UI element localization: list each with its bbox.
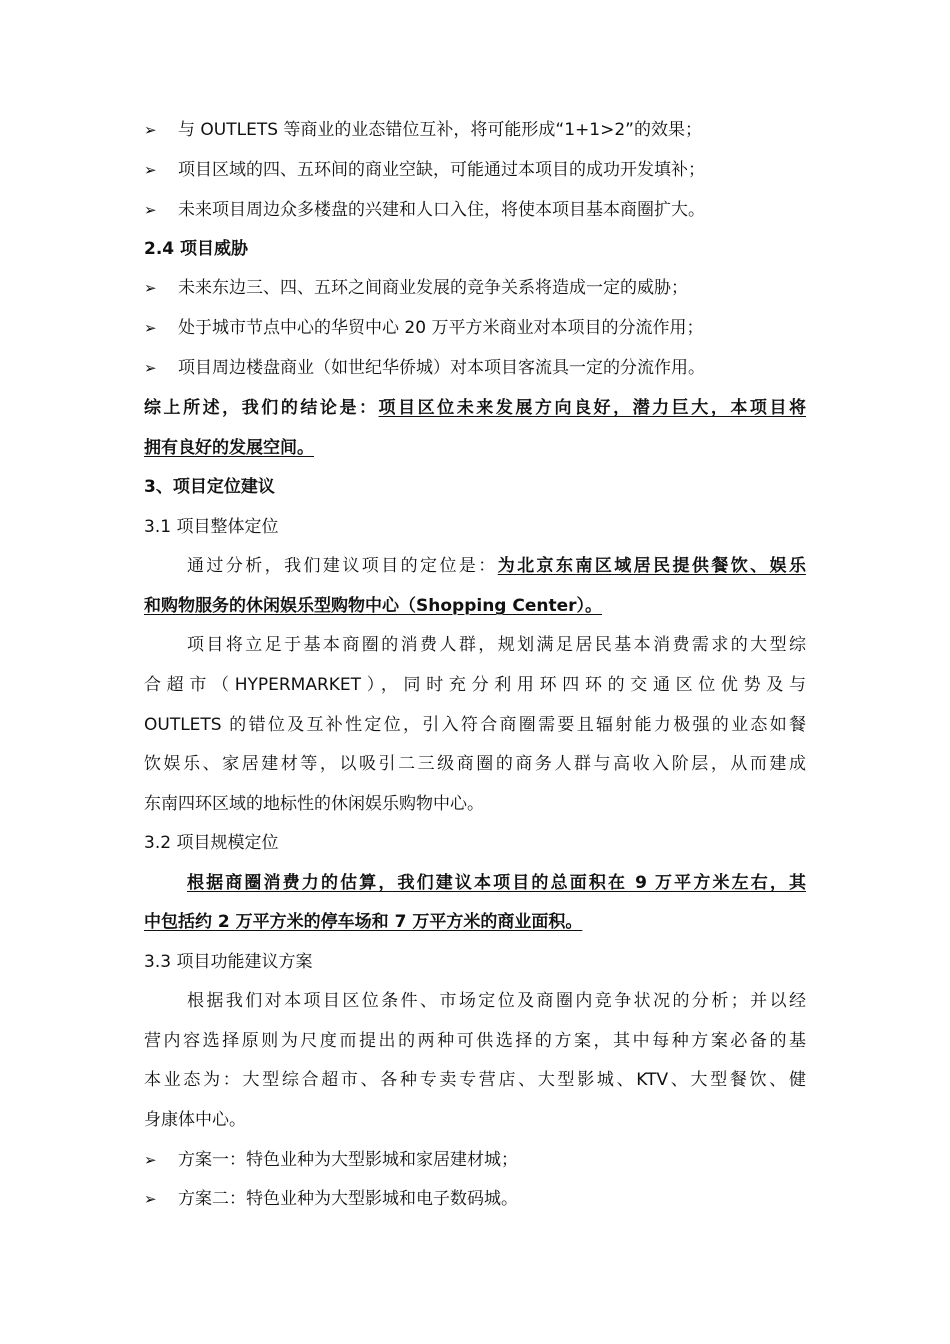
list-item-text: 处于城市节点中心的华贸中心 20 万平方米商业对本项目的分流作用； bbox=[178, 318, 704, 338]
arrow-bullet-icon: ➢ bbox=[144, 201, 157, 219]
paragraph-line: 营内容选择原则为尺度而提出的两种可供选择的方案，其中每种方案必备的基 bbox=[144, 1031, 806, 1051]
paragraph-line: 根据我们对本项目区位条件、市场定位及商圈内竞争状况的分析；并以经 bbox=[187, 991, 806, 1011]
list-item-text: 未来东边三、四、五环之间商业发展的竞争关系将造成一定的威胁； bbox=[178, 278, 688, 298]
scale-statement-cont: 中包括约 2 万平方米的停车场和 7 万平方米的商业面积。 bbox=[144, 912, 583, 932]
list-item-text: 方案一：特色业种为大型影城和家居建材城； bbox=[178, 1150, 518, 1170]
list-item bbox=[144, 158, 806, 182]
subsection-heading-3-2: 3.2 项目规模定位 bbox=[144, 833, 279, 853]
list-item-text: 未来项目周边众多楼盘的兴建和人口入住，将使本项目基本商圈扩大。 bbox=[178, 200, 705, 220]
list-item-text: 项目周边楼盘商业（如世纪华侨城）对本项目客流具一定的分流作用。 bbox=[178, 358, 705, 378]
arrow-bullet-icon: ➢ bbox=[144, 279, 157, 297]
positioning-statement-cont: 和购物服务的休闲娱乐型购物中心（Shopping Center）。 bbox=[144, 596, 603, 616]
positioning-statement: 为北京东南区域居民提供餐饮、娱乐 bbox=[497, 556, 807, 576]
arrow-bullet-icon: ➢ bbox=[144, 121, 157, 139]
list-item bbox=[144, 356, 806, 380]
section-heading-positioning: 3、项目定位建议 bbox=[144, 477, 275, 497]
subsection-heading-3-1: 3.1 项目整体定位 bbox=[144, 517, 279, 537]
conclusion-statement: 项目区位未来发展方向良好，潜力巨大，本项目将 bbox=[378, 398, 807, 418]
paragraph-line: OUTLETS 的错位及互补性定位，引入符合商圈需要且辐射能力极强的业态如餐 bbox=[144, 715, 806, 735]
list-item bbox=[144, 276, 806, 300]
arrow-bullet-icon: ➢ bbox=[144, 359, 157, 377]
list-item bbox=[144, 118, 806, 142]
subsection-heading-3-3: 3.3 项目功能建议方案 bbox=[144, 952, 313, 972]
scale-line-2 bbox=[144, 910, 806, 934]
section-heading-threats: 2.4 项目威胁 bbox=[144, 239, 249, 259]
conclusion-line-2 bbox=[144, 436, 806, 460]
list-item bbox=[144, 1187, 806, 1211]
list-item bbox=[144, 1148, 806, 1172]
positioning-lead: 通过分析，我们建议项目的定位是： bbox=[187, 556, 498, 576]
conclusion-lead: 综上所述，我们的结论是： bbox=[144, 398, 379, 418]
list-item-text: 方案二：特色业种为大型影城和电子数码城。 bbox=[178, 1189, 518, 1209]
arrow-bullet-icon: ➢ bbox=[144, 161, 157, 179]
conclusion-line-1 bbox=[144, 396, 806, 420]
paragraph-line: 身康体中心。 bbox=[144, 1110, 246, 1130]
arrow-bullet-icon: ➢ bbox=[144, 1190, 157, 1208]
scale-line-1 bbox=[144, 871, 806, 895]
positioning-line-1 bbox=[144, 554, 806, 578]
arrow-bullet-icon: ➢ bbox=[144, 1151, 157, 1169]
positioning-line-2 bbox=[144, 594, 806, 618]
paragraph-line: 东南四环区域的地标性的休闲娱乐购物中心。 bbox=[144, 794, 484, 814]
arrow-bullet-icon: ➢ bbox=[144, 319, 157, 337]
list-item bbox=[144, 316, 806, 340]
list-item bbox=[144, 198, 806, 222]
scale-statement: 根据商圈消费力的估算，我们建议本项目的总面积在 9 万平方米左右，其 bbox=[187, 873, 806, 893]
conclusion-statement-cont: 拥有良好的发展空间。 bbox=[144, 438, 314, 458]
list-item-text: 与 OUTLETS 等商业的业态错位互补，将可能形成“1+1>2”的效果； bbox=[178, 120, 702, 140]
paragraph-line: 本业态为：大型综合超市、各种专卖专营店、大型影城、KTV、大型餐饮、健 bbox=[144, 1070, 806, 1090]
paragraph-line: 合超市（HYPERMARKET），同时充分利用环四环的交通区位优势及与 bbox=[144, 675, 806, 695]
paragraph-line: 饮娱乐、家居建材等，以吸引二三级商圈的商务人群与高收入阶层，从而建成 bbox=[144, 754, 806, 774]
paragraph-line: 项目将立足于基本商圈的消费人群，规划满足居民基本消费需求的大型综 bbox=[187, 635, 806, 655]
list-item-text: 项目区域的四、五环间的商业空缺，可能通过本项目的成功开发填补； bbox=[178, 160, 705, 180]
